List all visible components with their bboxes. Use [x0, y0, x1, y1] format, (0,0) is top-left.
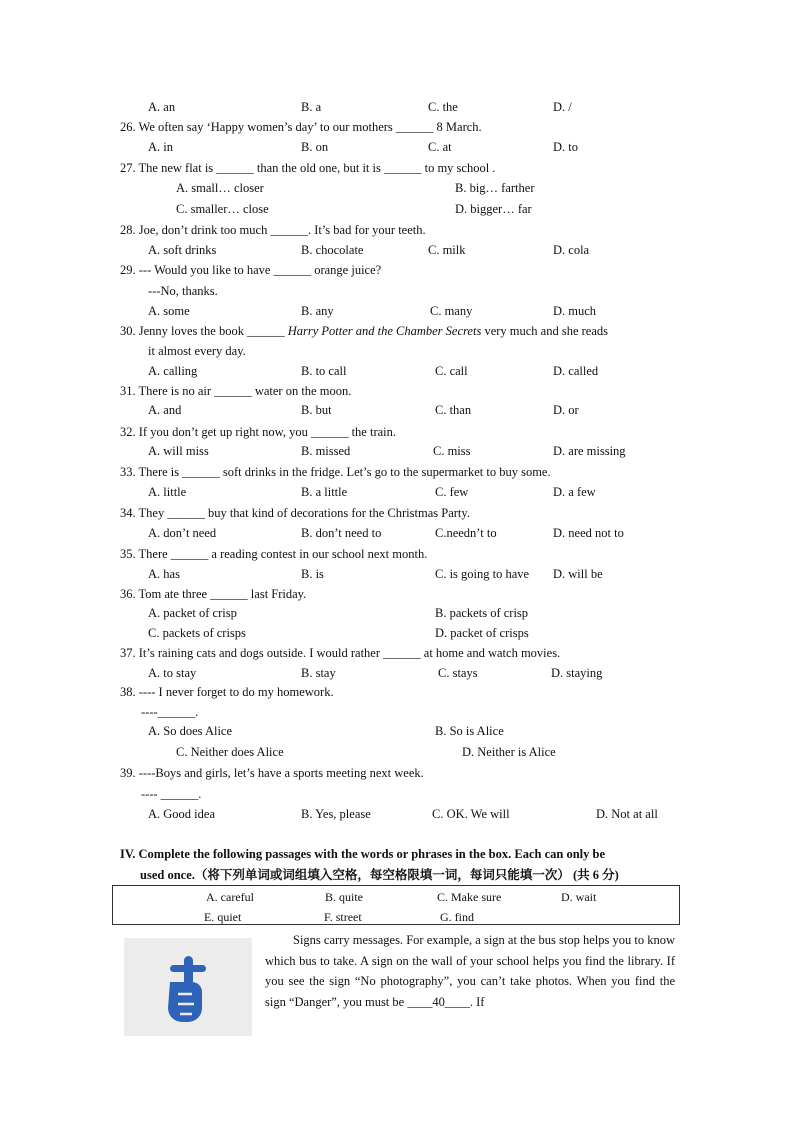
option-c: C. is going to have: [435, 567, 530, 581]
option-b: B. stay: [301, 666, 336, 680]
option-c: C. milk: [428, 243, 466, 257]
section-4-heading: [120, 844, 680, 886]
option-a: A. packet of crisp: [148, 606, 237, 620]
option-b: B. on: [301, 140, 329, 154]
word-e: E. quiet: [204, 910, 242, 924]
option-a: A. calling: [148, 364, 198, 378]
option-a: A. and: [148, 403, 182, 417]
question-stem: 34. They ______ buy that kind of decorations for the Christmas Party.: [120, 506, 470, 520]
word-c: C. Make sure: [437, 890, 502, 904]
option-d: D. called: [553, 364, 599, 378]
stem-pre: 30. Jenny loves the book ______: [120, 324, 288, 338]
option-c: C. than: [435, 403, 472, 417]
option-c: C. Neither does Alice: [176, 745, 284, 759]
question-stem: 29. --- Would you like to have ______ orange juice?: [120, 263, 382, 277]
question-stem: [120, 323, 608, 339]
option-b: B. So is Alice: [435, 724, 504, 738]
option-b: B. missed: [301, 444, 351, 458]
option-a: A. soft drinks: [148, 243, 217, 257]
option-a: A. small… closer: [176, 181, 264, 195]
word-b: B. quite: [325, 890, 363, 904]
option-c: C. packets of crisps: [148, 626, 246, 640]
question-stem: 33. There is ______ soft drinks in the fridge. Let’s go to the supermarket to buy some.: [120, 465, 551, 479]
option-b: B. any: [301, 304, 334, 318]
option-a: A. has: [148, 567, 180, 581]
question-stem: 31. There is no air ______ water on the moon.: [120, 384, 352, 398]
option-d: D. will be: [553, 567, 603, 581]
question-stem: 27. The new flat is ______ than the old one, but it is ______ to my school .: [120, 161, 496, 175]
option-d: D. are missing: [553, 444, 626, 458]
option-a: A. in: [148, 140, 173, 154]
quiet-gesture-icon: [124, 938, 252, 1036]
option-c: C. at: [428, 140, 452, 154]
option-c: C. OK. We will: [432, 807, 510, 821]
word-a: A. careful: [206, 890, 254, 904]
option-a: A. don’t need: [148, 526, 217, 540]
question-stem: 35. There ______ a reading contest in our school next month.: [120, 547, 428, 561]
word-g: G. find: [440, 910, 474, 924]
option-b: B. is: [301, 567, 324, 581]
question-stem: 36. Tom ate three ______ last Friday.: [120, 587, 307, 601]
question-reply: ---- ______.: [141, 787, 202, 801]
option-c: C. smaller… close: [176, 202, 269, 216]
book-title: Harry Potter and the Chamber Secrets: [287, 324, 482, 338]
option-a: A. some: [148, 304, 190, 318]
option-a: A. to stay: [148, 666, 197, 680]
option-d: D. bigger… far: [455, 202, 532, 216]
option-b: B. packets of crisp: [435, 606, 529, 620]
option-d: D. to: [553, 140, 578, 154]
question-stem: 39. ----Boys and girls, let’s have a sports meeting next week.: [120, 766, 424, 780]
question-stem-continued: it almost every day.: [148, 344, 246, 358]
option-b: B. don’t need to: [301, 526, 382, 540]
option-d: D. Neither is Alice: [462, 745, 556, 759]
option-a: A. will miss: [148, 444, 209, 458]
option-c: C.needn’t to: [435, 526, 497, 540]
option-c: C. call: [435, 364, 468, 378]
option-b: B. to call: [301, 364, 347, 378]
option-b: B. big… farther: [455, 181, 535, 195]
sign-image: [124, 938, 252, 1036]
option-d: D. much: [553, 304, 597, 318]
question-stem: 32. If you don’t get up right now, you ______ the train.: [120, 425, 397, 439]
word-d: D. wait: [561, 890, 597, 904]
question-stem: 37. It’s raining cats and dogs outside. I would rather ______ at home and watch movies.: [120, 646, 561, 660]
option-c: C. many: [430, 304, 473, 318]
question-stem: 26. We often say ‘Happy women’s day’ to our mothers ______ 8 March.: [120, 120, 482, 134]
option-c: C. stays: [438, 666, 478, 680]
option-d: D. a few: [553, 485, 596, 499]
option-b: B. chocolate: [301, 243, 364, 257]
question-reply: ---No, thanks.: [148, 284, 218, 298]
option-b: B. a little: [301, 485, 348, 499]
question-stem: 28. Joe, don’t drink too much ______. It’s bad for your teeth.: [120, 223, 426, 237]
option-a: A. So does Alice: [148, 724, 233, 738]
option-b: B. but: [301, 403, 332, 417]
option-b: B. a: [301, 100, 322, 114]
word-box: [112, 885, 680, 925]
section-4-heading-line2: used once.（将下列单词或词组填入空格，每空格限填一词，每词只能填一次） (共 6 分): [140, 868, 619, 882]
stem-post: very much and she reads: [481, 324, 609, 338]
option-a: A. an: [148, 100, 176, 114]
option-c: C. few: [435, 485, 469, 499]
option-a: A. little: [148, 485, 187, 499]
question-reply: ----______.: [141, 705, 199, 719]
passage-text: Signs carry messages. For example, a sign at the bus stop helps you to know which bus to take. A sign on the wall of your school helps you find the library. If you see the sign “No photography”, you can’t take photos. When you find the sign “Danger”, you must be ____40____. If: [265, 933, 675, 1009]
section-4-heading-line1: IV. Complete the following passages with the words or phrases in the box. Each can only be: [120, 847, 605, 861]
option-d: D. cola: [553, 243, 590, 257]
option-d: D. packet of crisps: [435, 626, 529, 640]
question-stem: 38. ---- I never forget to do my homework.: [120, 685, 334, 699]
option-d: D. need not to: [553, 526, 624, 540]
word-f: F. street: [324, 910, 362, 924]
option-d: D. staying: [551, 666, 603, 680]
option-d: D. or: [553, 403, 579, 417]
option-d: D. Not at all: [596, 807, 658, 821]
option-c: C. the: [428, 100, 458, 114]
option-c: C. miss: [433, 444, 471, 458]
option-d: D. /: [553, 100, 572, 114]
option-b: B. Yes, please: [301, 807, 371, 821]
option-a: A. Good idea: [148, 807, 215, 821]
